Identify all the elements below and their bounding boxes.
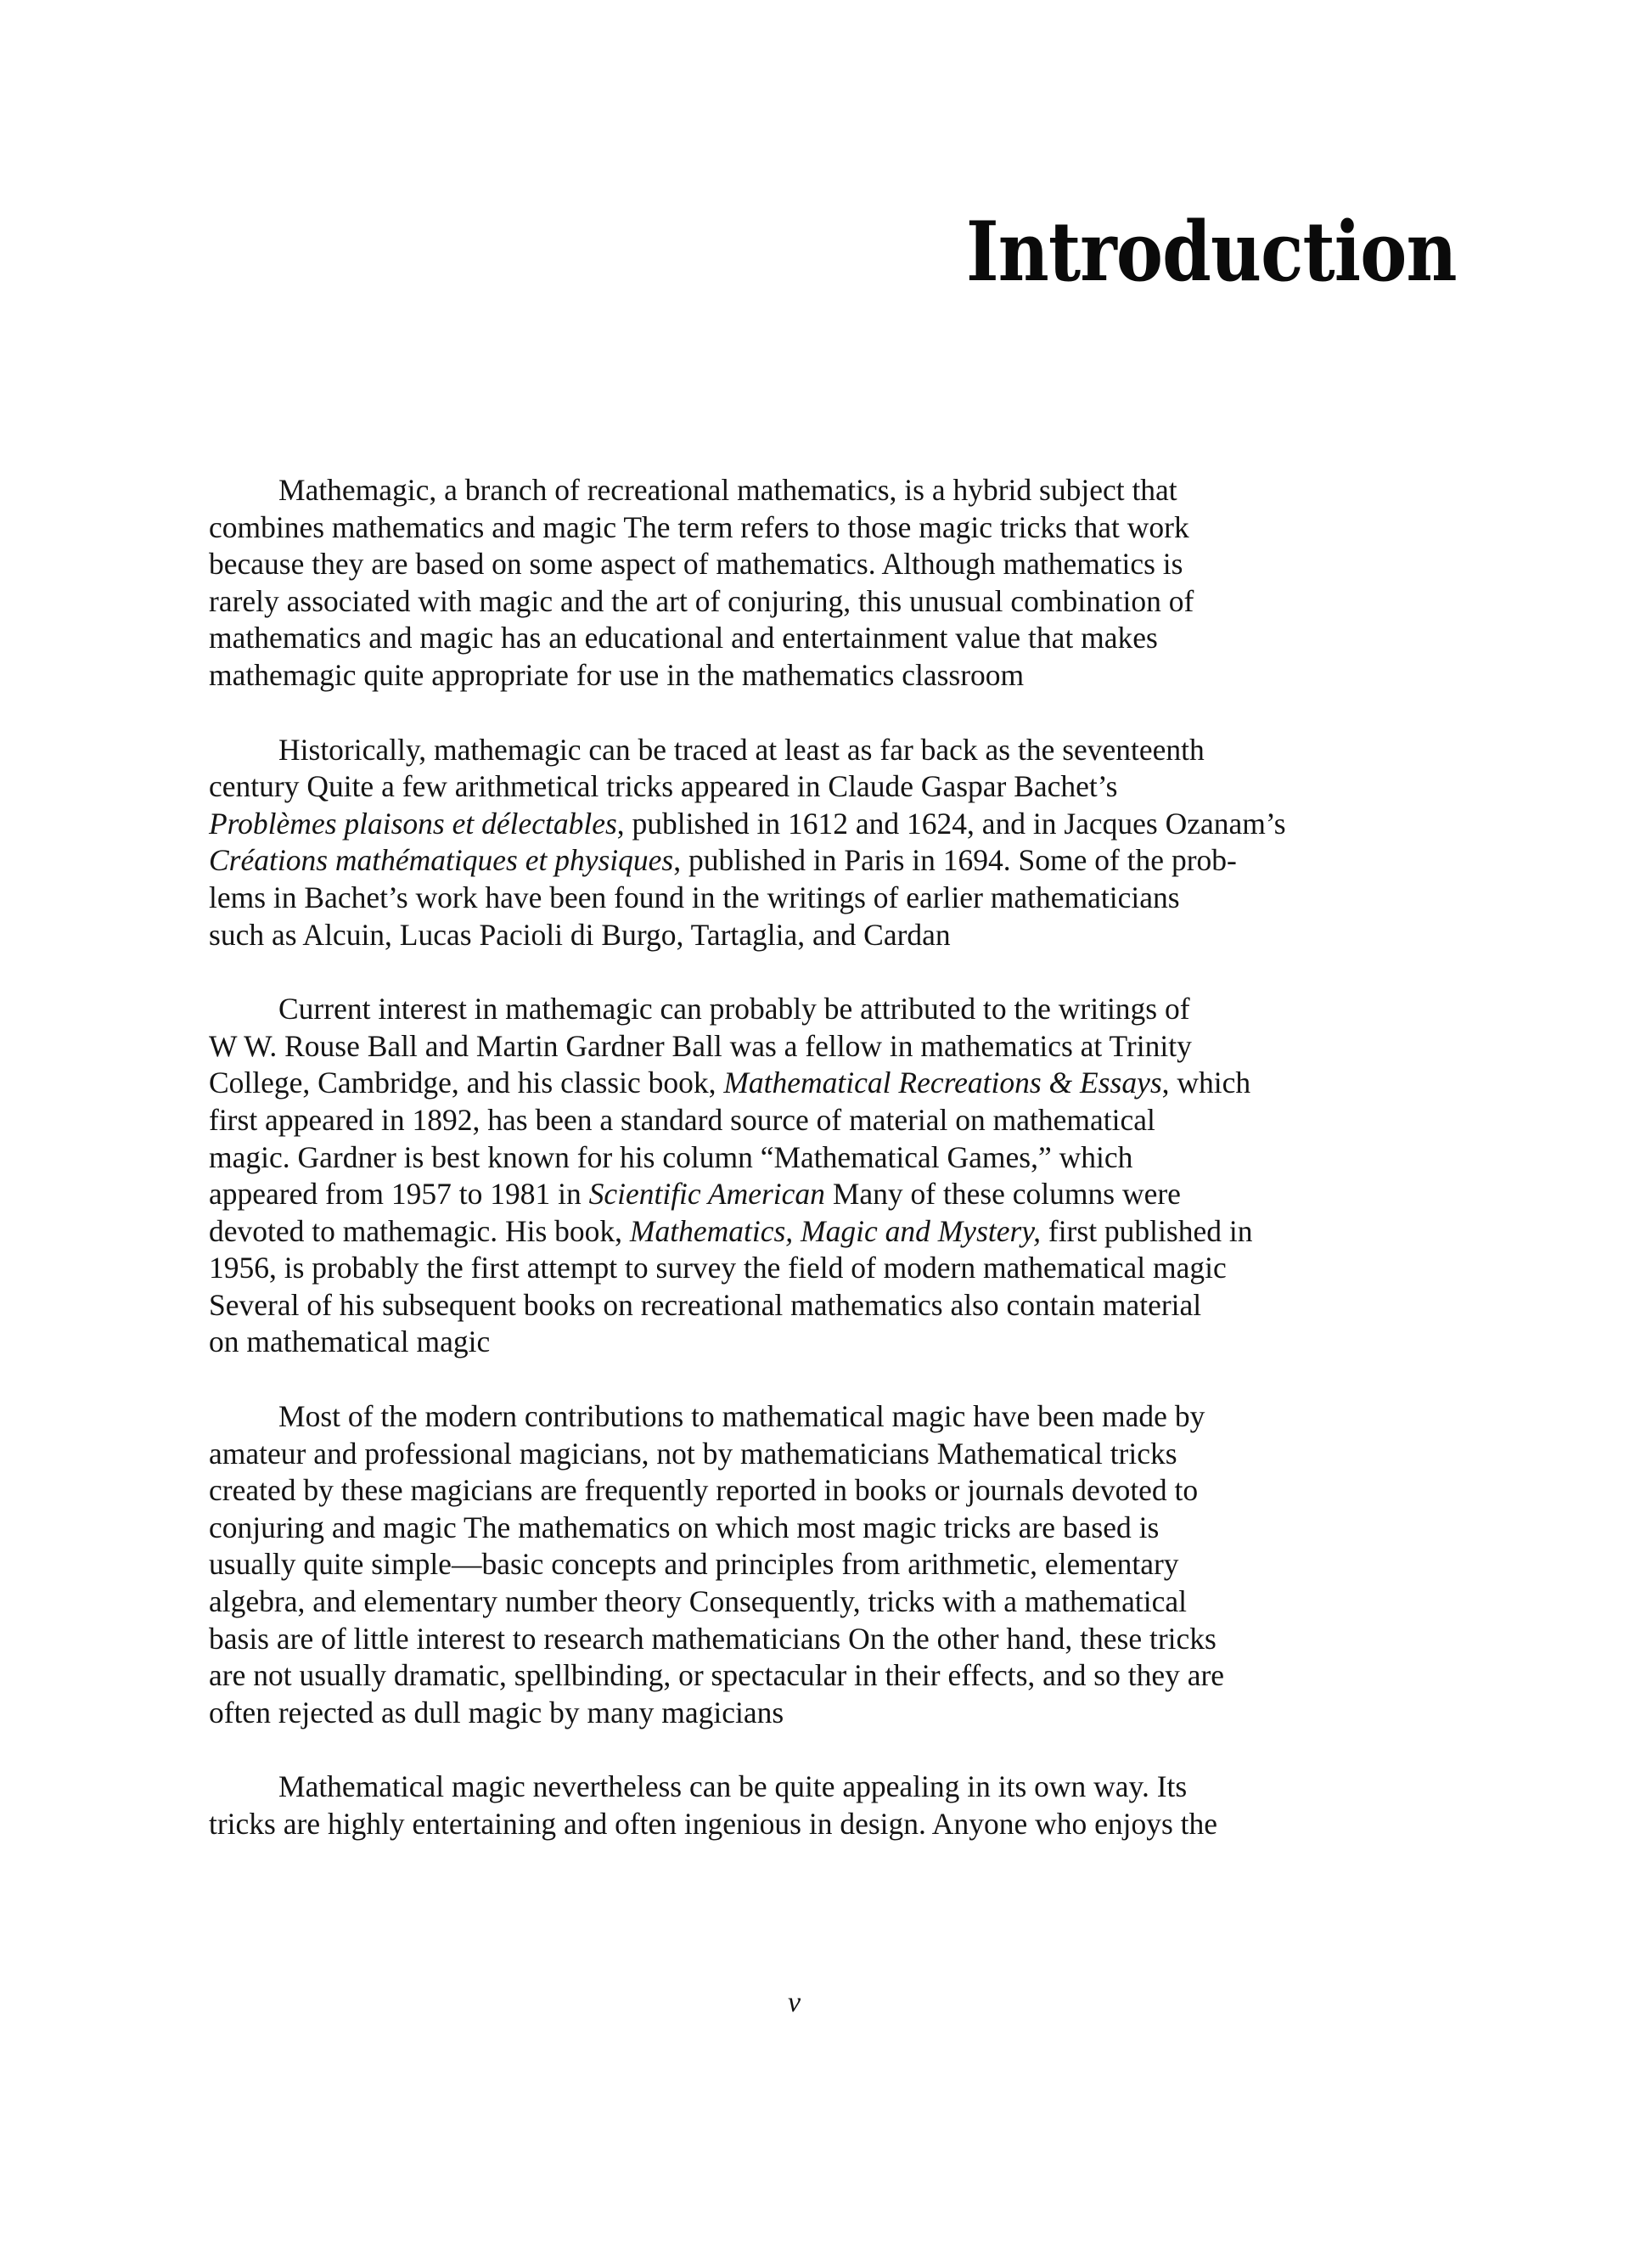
text-run: lems in Bachet’s work have been found in the writings of earlier mathematicians bbox=[209, 880, 1180, 914]
text-line bbox=[209, 1472, 1414, 1510]
text-run: such as Alcuin, Lucas Pacioli di Burgo, Tartaglia, and Cardan bbox=[209, 917, 951, 952]
text-run: mathematics and magic has an educational and entertainment value that makes bbox=[209, 621, 1158, 655]
body-text bbox=[209, 472, 1414, 1881]
text-line bbox=[209, 1806, 1414, 1843]
chapter-title: Introduction bbox=[966, 204, 1457, 300]
text-run: are not usually dramatic, spellbinding, or spectacular in their effects, and so they are bbox=[209, 1658, 1225, 1693]
text-run: Mathematical magic nevertheless can be quite appealing in its own way. Its bbox=[278, 1769, 1188, 1804]
text-run: , published in Paris in 1694. Some of the prob- bbox=[673, 843, 1237, 878]
text-line bbox=[209, 1176, 1414, 1213]
text-run: 1956, is probably the first attempt to survey the field of modern mathematical magic bbox=[209, 1251, 1227, 1285]
text-line bbox=[209, 1250, 1414, 1287]
text-line bbox=[209, 1583, 1414, 1621]
text-run: Current interest in mathemagic can probably be attributed to the writings of bbox=[278, 992, 1190, 1026]
book-title-italic: Scientific American bbox=[588, 1177, 825, 1212]
text-run: on mathematical magic bbox=[209, 1324, 491, 1359]
text-line bbox=[209, 1657, 1414, 1695]
text-line bbox=[209, 1213, 1414, 1251]
text-run: century Quite a few arithmetical tricks appeared in Claude Gaspar Bachet’s bbox=[209, 769, 1118, 804]
text-line bbox=[209, 1398, 1414, 1436]
text-run: mathemagic quite appropriate for use in the mathematics classroom bbox=[209, 657, 1025, 692]
text-line bbox=[209, 1621, 1414, 1658]
text-run: Mathemagic, a branch of recreational mathematics, is a hybrid subject that bbox=[278, 473, 1177, 507]
text-line bbox=[209, 1028, 1414, 1066]
text-line bbox=[209, 1546, 1414, 1583]
text-line bbox=[209, 991, 1414, 1028]
text-line bbox=[209, 732, 1414, 769]
text-run: appeared from 1957 to 1981 in bbox=[209, 1177, 589, 1212]
text-run: amateur and professional magicians, not by mathematicians Mathematical tricks bbox=[209, 1436, 1177, 1471]
text-line bbox=[209, 1436, 1414, 1473]
text-run: Historically, mathemagic can be traced at least as far back as the seventeenth bbox=[278, 732, 1205, 767]
text-run: conjuring and magic The mathematics on which most magic tricks are based is bbox=[209, 1510, 1160, 1544]
book-title-italic: Problèmes plaisons et délectables bbox=[209, 806, 617, 841]
text-line bbox=[209, 546, 1414, 583]
text-run: first appeared in 1892, has been a standard source of material on mathematical bbox=[209, 1102, 1155, 1137]
text-run: magic. Gardner is best known for his column “Mathematical Games,” which bbox=[209, 1139, 1133, 1174]
text-line bbox=[209, 1769, 1414, 1806]
text-run: devoted to mathemagic. His book, bbox=[209, 1213, 630, 1248]
text-run: first published in bbox=[1041, 1213, 1253, 1248]
text-run: combines mathematics and magic The term refers to those magic tricks that work bbox=[209, 509, 1189, 544]
paragraph-4 bbox=[209, 1398, 1414, 1731]
text-line bbox=[209, 1065, 1414, 1102]
text-run: tricks are highly entertaining and often ingenious in design. Anyone who enjoys the bbox=[209, 1807, 1218, 1841]
paragraph-2 bbox=[209, 732, 1414, 954]
page-number: v bbox=[788, 1987, 801, 2018]
text-run: because they are based on some aspect of mathematics. Although mathematics is bbox=[209, 547, 1183, 582]
text-line bbox=[209, 1102, 1414, 1139]
text-line bbox=[209, 1324, 1414, 1361]
book-title-italic: Créations mathématiques et physiques bbox=[209, 843, 674, 878]
text-run: basis are of little interest to research mathematicians On the other hand, these tricks bbox=[209, 1621, 1217, 1656]
book-title-italic: Mathematical Recreations & Essays bbox=[723, 1066, 1162, 1100]
text-line bbox=[209, 917, 1414, 954]
text-line bbox=[209, 880, 1414, 917]
text-line bbox=[209, 472, 1414, 509]
text-run: Many of these columns were bbox=[824, 1177, 1181, 1212]
text-line bbox=[209, 842, 1414, 880]
text-line bbox=[209, 620, 1414, 657]
text-run: , which bbox=[1161, 1066, 1251, 1100]
text-run: , published in 1612 and 1624, and in Jacques Ozanam’s bbox=[616, 806, 1286, 841]
text-run: usually quite simple—basic concepts and principles from arithmetic, elementary bbox=[209, 1547, 1179, 1582]
text-line bbox=[209, 806, 1414, 843]
text-line bbox=[209, 1510, 1414, 1547]
text-line bbox=[209, 657, 1414, 695]
paragraph-5 bbox=[209, 1769, 1414, 1842]
text-line bbox=[209, 1287, 1414, 1324]
text-run: Several of his subsequent books on recreational mathematics also contain material bbox=[209, 1287, 1202, 1322]
book-title-italic: Mathematics, Magic and Mystery, bbox=[629, 1213, 1041, 1248]
text-line bbox=[209, 1695, 1414, 1732]
text-line bbox=[209, 583, 1414, 621]
text-run: often rejected as dull magic by many magicians bbox=[209, 1695, 784, 1729]
text-line bbox=[209, 509, 1414, 547]
text-run: College, Cambridge, and his classic book, bbox=[209, 1066, 724, 1100]
text-run: Most of the modern contributions to mathematical magic have been made by bbox=[278, 1399, 1205, 1434]
text-run: created by these magicians are frequently reported in books or journals devoted to bbox=[209, 1473, 1199, 1508]
text-line bbox=[209, 768, 1414, 806]
text-run: rarely associated with magic and the art of conjuring, this unusual combination of bbox=[209, 583, 1194, 618]
text-run: W W. Rouse Ball and Martin Gardner Ball was a fellow in mathematics at Trinity bbox=[209, 1028, 1192, 1063]
paragraph-3 bbox=[209, 991, 1414, 1361]
text-run: algebra, and elementary number theory Consequently, tricks with a mathematical bbox=[209, 1584, 1188, 1619]
text-line bbox=[209, 1139, 1414, 1177]
paragraph-1 bbox=[209, 472, 1414, 695]
